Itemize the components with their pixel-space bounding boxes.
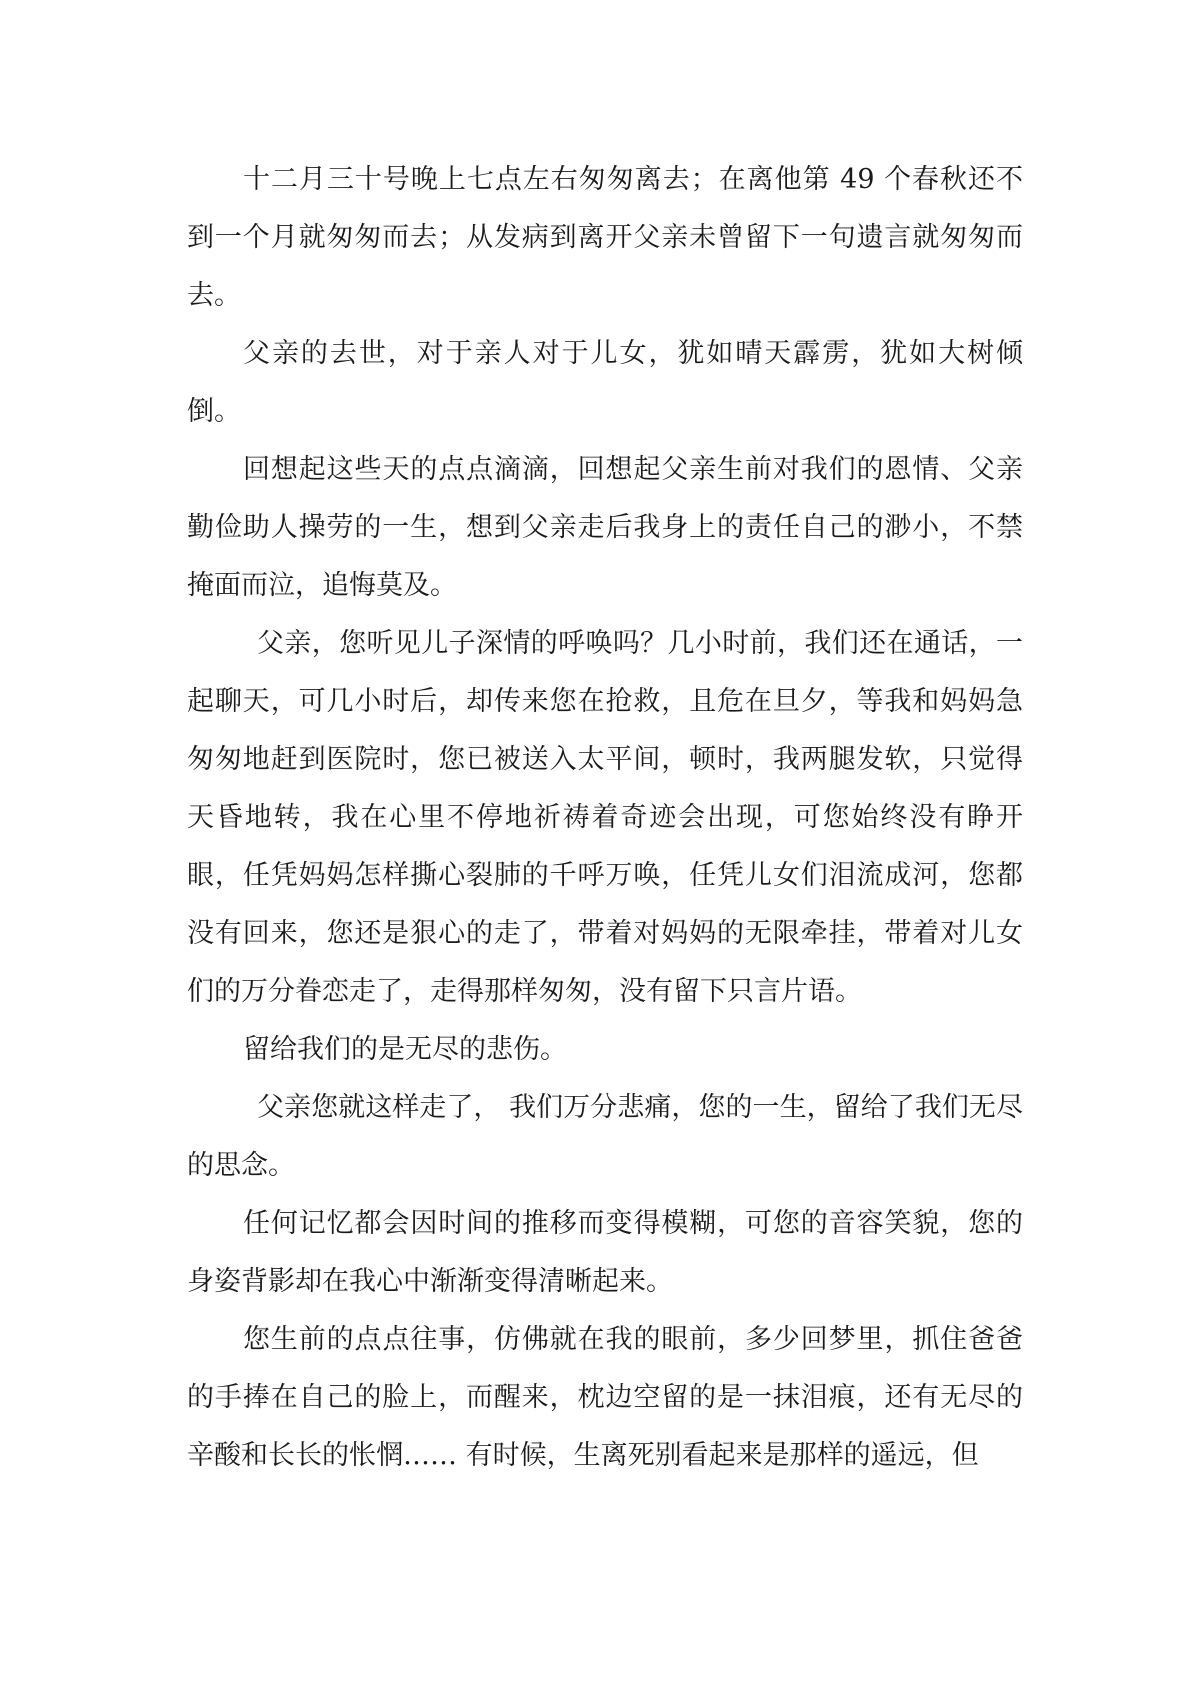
paragraph-5: 留给我们的是无尽的悲伤。 xyxy=(243,1034,567,1065)
paragraph-1: 十二月三十号晚上七点左右匆匆离去；在离他第 49 个春秋还不到一个月就匆匆而去；从发病到离开父亲未曾留下一句遗言就匆匆而去。 xyxy=(187,164,1023,311)
paragraph-3: 回想起这些天的点点滴滴，回想起父亲生前对我们的恩情、父亲勤俭助人操劳的一生，想到父亲走后我身上的责任自己的渺小，不禁掩面而泣，追悔莫及。 xyxy=(187,454,1023,601)
body-text xyxy=(187,151,1023,1485)
paragraph-4: 父亲，您听见儿子深情的呼唤吗？几小时前，我们还在通话，一起聊天，可几小时后，却传来您在抢救，且危在旦夕，等我和妈妈急匆匆地赶到医院时，您已被送入太平间，顿时，我两腿发软，只觉得天昏地转，我在心里不停地祈祷着奇迹会出现，可您始终没有睁开眼，任凭妈妈怎样撕心裂肺的千呼万唤，任凭儿女们泪流成河，您都没有回来，您还是狠心的走了，带着对妈妈的无限牵挂，带着对儿女们的万分眷恋走了，走得那样匆匆，没有留下只言片语。 xyxy=(187,628,1023,1007)
paragraph-2: 父亲的去世，对于亲人对于儿女，犹如晴天霹雳，犹如大树倾倒。 xyxy=(187,338,1023,427)
paragraph-6: 父亲您就这样走了， 我们万分悲痛，您的一生，留给了我们无尽的思念。 xyxy=(187,1092,1023,1181)
paragraph-8: 您生前的点点往事，仿佛就在我的眼前，多少回梦里，抓住爸爸的手捧在自己的脸上，而醒来，枕边空留的是一抹泪痕，还有无尽的辛酸和长长的怅惘…… 有时候，生离死别看起来是那样的遥远，但 xyxy=(187,1324,1023,1471)
paragraph-7: 任何记忆都会因时间的推移而变得模糊，可您的音容笑貌，您的身姿背影却在我心中渐渐变得清晰起来。 xyxy=(187,1208,1023,1297)
